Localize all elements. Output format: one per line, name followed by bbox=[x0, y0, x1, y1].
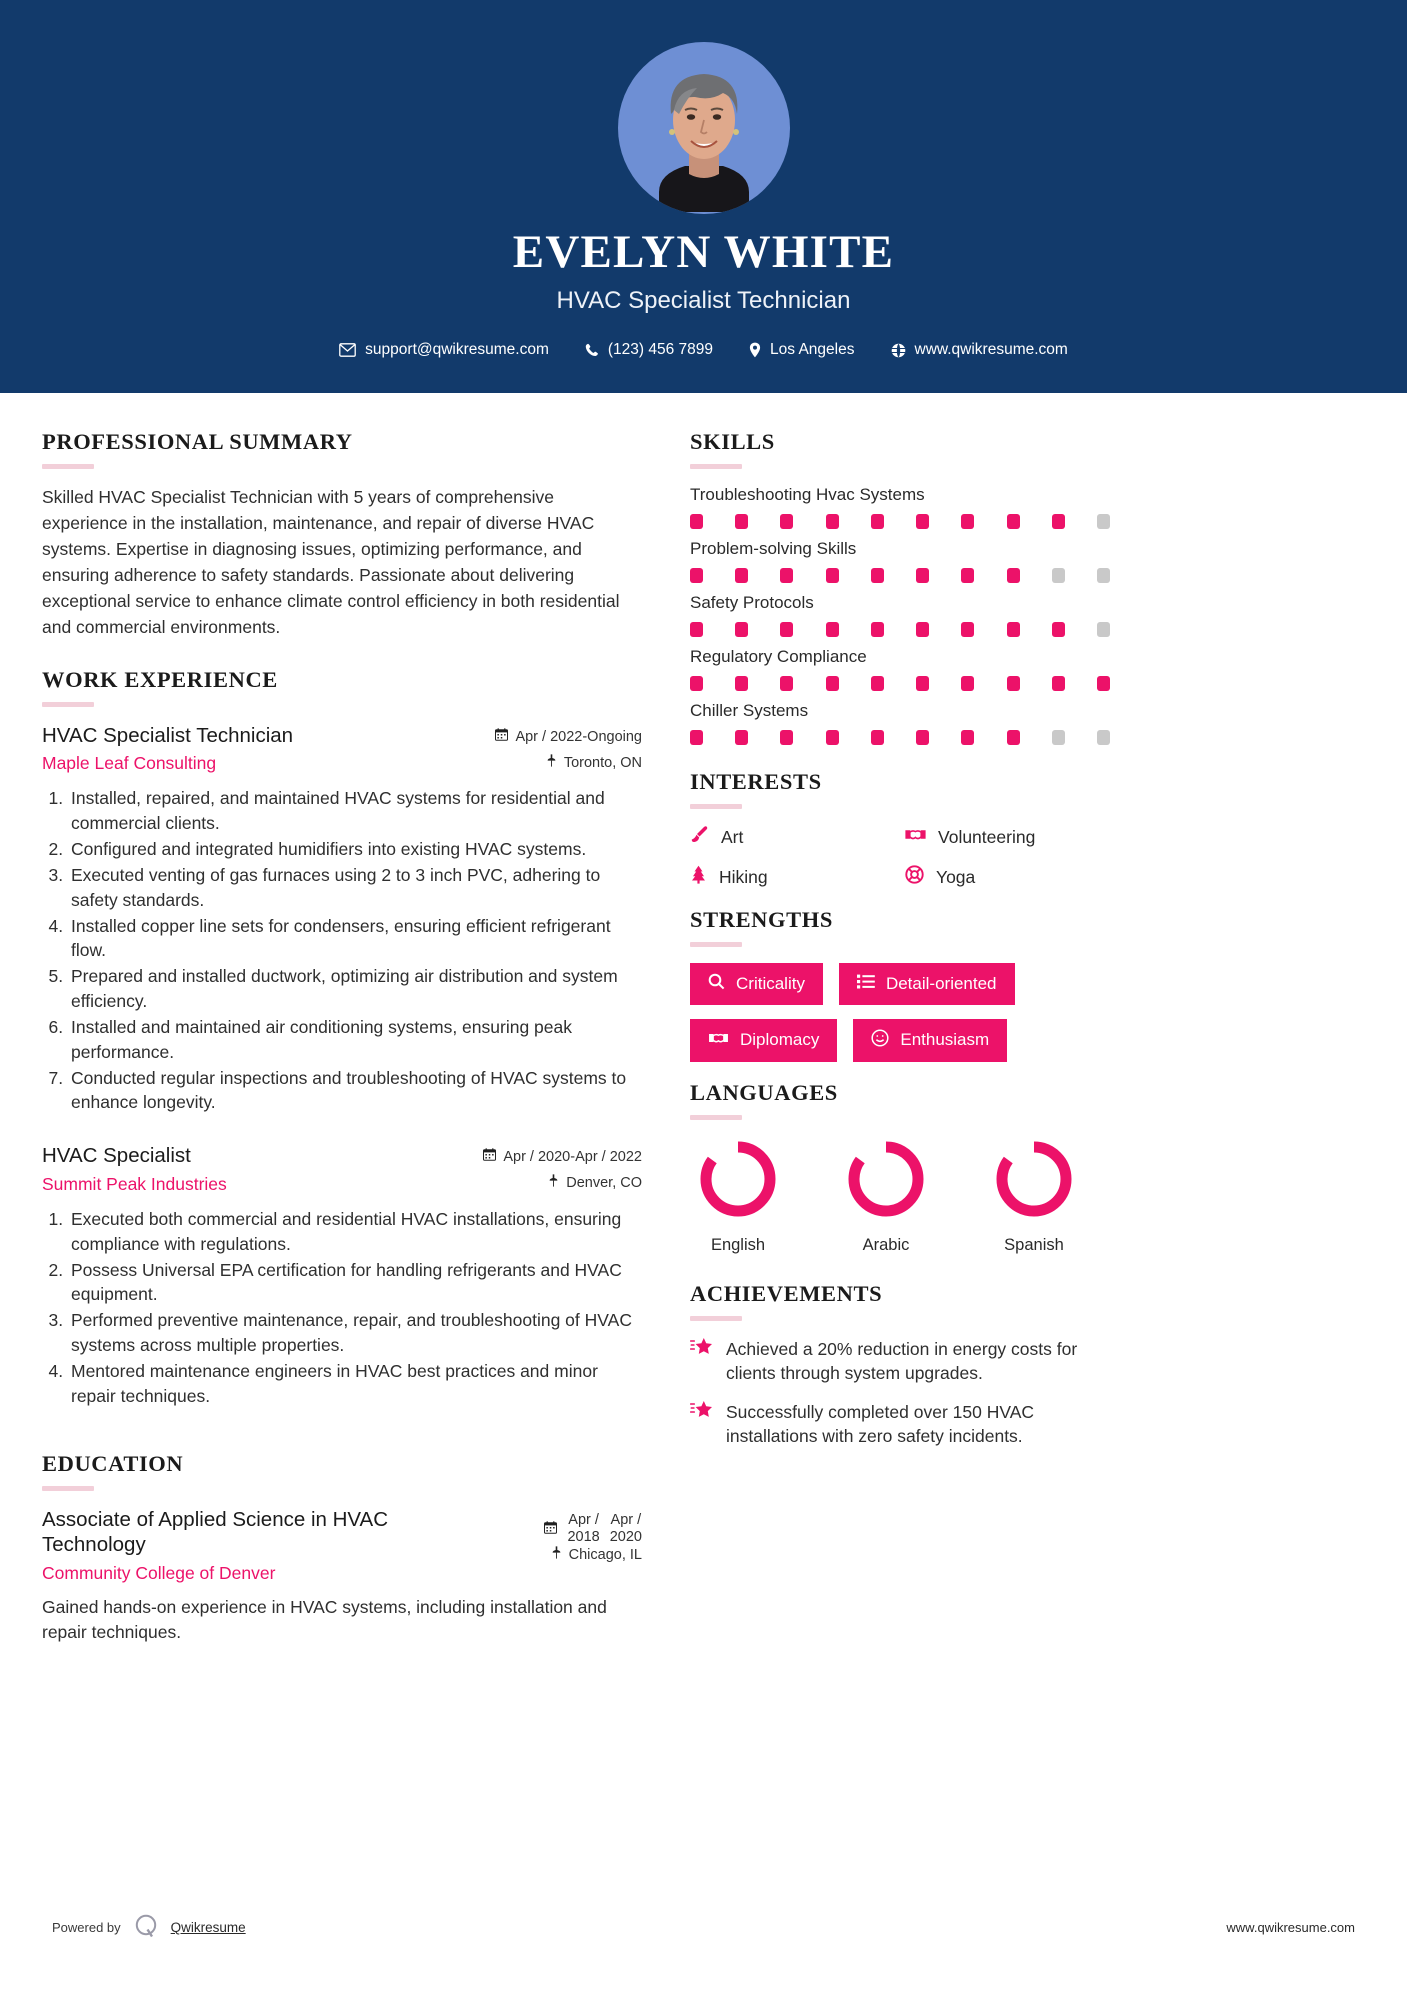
education-degree: Associate of Applied Science in HVAC Technology bbox=[42, 1507, 389, 1557]
handshake-icon bbox=[905, 826, 926, 848]
skill-dot bbox=[735, 730, 748, 745]
language-item bbox=[986, 1136, 1082, 1255]
education-description: Gained hands-on experience in HVAC systems, including installation and repair techniques. bbox=[42, 1596, 607, 1643]
skill-dot bbox=[1007, 730, 1020, 745]
avatar-photo-icon bbox=[645, 52, 763, 212]
strength-label: Criticality bbox=[736, 973, 805, 993]
footer-powered-by bbox=[52, 1913, 246, 1942]
experience-dates bbox=[472, 728, 642, 746]
skill-row bbox=[690, 647, 1110, 691]
skill-dot bbox=[735, 622, 748, 637]
skill-dot bbox=[1052, 730, 1065, 745]
education-entry-main bbox=[42, 1507, 472, 1584]
email-icon bbox=[339, 343, 356, 357]
strength-label: Detail-oriented bbox=[885, 973, 997, 993]
skill-dot bbox=[735, 676, 748, 691]
contact-phone-text: (123) 456 7899 bbox=[607, 341, 714, 359]
skill-rating bbox=[690, 622, 1110, 637]
strength-badge bbox=[690, 1019, 837, 1062]
skill-dot bbox=[826, 730, 839, 745]
section-rule bbox=[690, 804, 742, 809]
map-pin-icon bbox=[548, 1174, 559, 1192]
magnifier-icon bbox=[708, 973, 725, 995]
skill-dot bbox=[1007, 568, 1020, 583]
skill-dot bbox=[780, 568, 793, 583]
section-work-experience bbox=[42, 667, 642, 1409]
skill-dot bbox=[1097, 568, 1110, 583]
language-progress-ring bbox=[695, 1136, 781, 1222]
bullet-item: 3. Executed venting of gas furnaces using 2 to 3 inch PVC, adhering to safety standards. bbox=[68, 863, 642, 913]
skill-dot bbox=[735, 568, 748, 583]
interest-label: Yoga bbox=[936, 866, 976, 887]
education-entry bbox=[42, 1507, 642, 1646]
smiley-icon bbox=[871, 1029, 889, 1052]
education-school: Community College of Denver bbox=[42, 1562, 276, 1583]
skill-dot bbox=[826, 622, 839, 637]
calendar-icon bbox=[483, 1148, 496, 1166]
calendar-icon bbox=[495, 728, 508, 746]
skill-dot bbox=[826, 676, 839, 691]
list-icon bbox=[857, 974, 875, 994]
experience-entry-meta bbox=[472, 1143, 642, 1192]
strength-label: Enthusiasm bbox=[900, 1030, 990, 1050]
skill-dot bbox=[871, 730, 884, 745]
experience-bullets bbox=[42, 1207, 642, 1409]
strength-badge bbox=[839, 963, 1015, 1005]
skill-dot bbox=[961, 730, 974, 745]
achievement-item bbox=[690, 1337, 1110, 1386]
language-label: Arabic bbox=[862, 1235, 910, 1254]
page-title: EVELYN WHITE bbox=[512, 226, 895, 278]
contact-email[interactable] bbox=[321, 341, 567, 359]
qwikresume-logo-icon bbox=[133, 1913, 159, 1942]
experience-entry-main bbox=[42, 1143, 472, 1195]
skill-row bbox=[690, 593, 1110, 637]
skill-dot bbox=[1052, 568, 1065, 583]
education-start-month: Apr / bbox=[568, 1511, 599, 1528]
bullet-item: 4. Installed copper line sets for condensers, ensuring efficient refrigerant flow. bbox=[68, 914, 642, 964]
education-start-date bbox=[567, 1512, 599, 1547]
section-title-interests: INTERESTS bbox=[690, 769, 822, 795]
skill-row bbox=[690, 701, 1110, 745]
contact-location[interactable] bbox=[731, 341, 872, 359]
strength-badge bbox=[690, 963, 823, 1005]
phone-icon bbox=[585, 343, 599, 357]
bullet-item: 7. Conducted regular inspections and troubleshooting of HVAC systems to enhance longevity. bbox=[68, 1066, 642, 1116]
experience-dates-text: Apr / 2022-Ongoing bbox=[515, 728, 642, 745]
language-label: English bbox=[710, 1235, 766, 1254]
skill-dot bbox=[690, 676, 703, 691]
footer-powered-label: Powered by bbox=[52, 1920, 121, 1935]
education-entry-meta bbox=[472, 1507, 642, 1565]
languages-grid bbox=[690, 1136, 1110, 1255]
experience-entry bbox=[42, 1143, 642, 1408]
skill-rating bbox=[690, 676, 1110, 691]
interest-item bbox=[905, 865, 1110, 889]
skill-label: Regulatory Compliance bbox=[690, 647, 867, 667]
page-footer bbox=[0, 1913, 1407, 1942]
resume-body bbox=[0, 393, 1407, 1651]
strength-label: Diplomacy bbox=[740, 1030, 820, 1050]
skill-dot bbox=[780, 730, 793, 745]
section-title-skills: SKILLS bbox=[690, 429, 775, 455]
interest-label: Volunteering bbox=[938, 826, 1036, 847]
strength-badge bbox=[853, 1019, 1007, 1062]
skill-dot bbox=[780, 514, 793, 529]
skill-dot bbox=[916, 676, 929, 691]
experience-entry-head bbox=[42, 723, 642, 775]
skill-dot bbox=[1007, 676, 1020, 691]
skill-rating bbox=[690, 568, 1110, 583]
education-start-year: 2018 bbox=[567, 1529, 600, 1546]
language-label: Spanish bbox=[1004, 1235, 1064, 1254]
experience-entry-meta bbox=[472, 723, 642, 772]
job-title: HVAC Specialist Technician bbox=[556, 287, 851, 315]
skill-dot bbox=[1052, 514, 1065, 529]
skill-dot bbox=[1052, 622, 1065, 637]
skill-dot bbox=[1097, 514, 1110, 529]
education-end-month: Apr / bbox=[610, 1511, 642, 1528]
experience-organization: Maple Leaf Consulting bbox=[42, 753, 217, 774]
section-interests bbox=[690, 769, 1110, 889]
section-title-achievements: ACHIEVEMENTS bbox=[690, 1280, 883, 1306]
interest-item bbox=[905, 825, 1110, 849]
skill-dot bbox=[961, 676, 974, 691]
life-ring-icon bbox=[905, 865, 924, 889]
section-languages bbox=[690, 1080, 1110, 1255]
star-burst-icon bbox=[690, 1400, 713, 1426]
bullet-item: 1. Executed both commercial and residential HVAC installations, ensuring compliance with regulations. bbox=[68, 1207, 642, 1257]
skill-dot bbox=[871, 514, 884, 529]
interest-item bbox=[690, 825, 895, 849]
section-title-summary: PROFESSIONAL SUMMARY bbox=[42, 429, 353, 455]
skill-dot bbox=[690, 622, 703, 637]
summary-text: Skilled HVAC Specialist Technician with 5 years of comprehensive experience in the installation, maintenance, and repair of diverse HVAC systems. Expertise in diagnosing issues, optimizing performance, and ensuring adherence to safety standards. Passionate about delivering exceptional service to enhance climate control efficiency in both residential and commercial environments. bbox=[42, 487, 620, 637]
language-progress-ring bbox=[843, 1136, 929, 1222]
skill-label: Troubleshooting Hvac Systems bbox=[690, 485, 925, 505]
tree-icon bbox=[690, 865, 707, 889]
skill-dot bbox=[690, 730, 703, 745]
skill-dot bbox=[780, 676, 793, 691]
section-title-languages: LANGUAGES bbox=[690, 1079, 838, 1105]
section-title-strengths: STRENGTHS bbox=[690, 907, 833, 933]
section-title-education: EDUCATION bbox=[42, 1450, 184, 1476]
bullet-item: 6. Installed and maintained air conditioning systems, ensuring peak performance. bbox=[68, 1015, 642, 1065]
section-skills bbox=[690, 429, 1110, 745]
bullet-item: 3. Performed preventive maintenance, repair, and troubleshooting of HVAC systems across multiple properties. bbox=[68, 1308, 642, 1358]
language-item bbox=[838, 1136, 934, 1255]
language-item bbox=[690, 1136, 786, 1255]
map-pin-icon bbox=[551, 1546, 562, 1564]
skill-row bbox=[690, 485, 1110, 529]
contact-phone[interactable] bbox=[567, 341, 731, 359]
globe-icon bbox=[891, 343, 906, 358]
achievement-item bbox=[690, 1400, 1110, 1449]
skill-dot bbox=[916, 514, 929, 529]
skill-label: Chiller Systems bbox=[690, 701, 809, 721]
skill-dot bbox=[961, 514, 974, 529]
education-location bbox=[472, 1546, 642, 1564]
section-strengths bbox=[690, 907, 1110, 1061]
section-education bbox=[42, 1451, 642, 1646]
experience-entry bbox=[42, 723, 642, 1116]
skill-dot bbox=[826, 568, 839, 583]
experience-organization: Summit Peak Industries bbox=[42, 1173, 227, 1194]
interest-item bbox=[690, 865, 895, 889]
skill-dot bbox=[1097, 730, 1110, 745]
skill-dot bbox=[916, 568, 929, 583]
interest-label: Hiking bbox=[719, 866, 768, 887]
skill-dot bbox=[1007, 622, 1020, 637]
skill-dot bbox=[871, 568, 884, 583]
skill-label: Safety Protocols bbox=[690, 593, 814, 613]
section-rule bbox=[42, 702, 94, 707]
experience-location bbox=[472, 754, 642, 772]
location-pin-icon bbox=[749, 342, 761, 358]
bullet-item: 5. Prepared and installed ductwork, optimizing air distribution and system efficiency. bbox=[68, 964, 642, 1014]
contact-website[interactable] bbox=[873, 341, 1086, 359]
map-pin-icon bbox=[546, 754, 557, 772]
contact-email-text: support@qwikresume.com bbox=[365, 341, 549, 359]
achievement-text: Successfully completed over 150 HVAC installations with zero safety incidents. bbox=[726, 1401, 1035, 1447]
skill-dot bbox=[961, 568, 974, 583]
paint-brush-icon bbox=[690, 825, 709, 849]
section-rule bbox=[42, 1486, 94, 1491]
education-entry-head bbox=[42, 1507, 642, 1584]
interest-label: Art bbox=[721, 826, 744, 847]
skill-dot bbox=[871, 622, 884, 637]
skill-dot bbox=[1097, 622, 1110, 637]
right-column bbox=[690, 429, 1110, 1462]
experience-role: HVAC Specialist Technician bbox=[42, 723, 294, 747]
avatar bbox=[618, 42, 790, 214]
bullet-item: 2. Configured and integrated humidifiers into existing HVAC systems. bbox=[68, 837, 642, 862]
experience-entry-head bbox=[42, 1143, 642, 1195]
section-title-work-experience: WORK EXPERIENCE bbox=[42, 666, 278, 692]
skill-dot bbox=[690, 568, 703, 583]
education-location-text: Chicago, IL bbox=[568, 1547, 642, 1564]
footer-url: www.qwikresume.com bbox=[1226, 1920, 1355, 1935]
bullet-item: 1. Installed, repaired, and maintained HVAC systems for residential and commercial clients. bbox=[68, 786, 642, 836]
contact-website-text: www.qwikresume.com bbox=[914, 341, 1068, 359]
handshake-icon bbox=[708, 1030, 729, 1051]
section-rule bbox=[690, 942, 742, 947]
education-end-date bbox=[610, 1512, 642, 1547]
skill-row bbox=[690, 539, 1110, 583]
achievement-text: Achieved a 20% reduction in energy costs for clients through system upgrades. bbox=[726, 1338, 1078, 1384]
language-progress-ring bbox=[991, 1136, 1077, 1222]
experience-bullets bbox=[42, 786, 642, 1115]
calendar-icon bbox=[544, 1521, 557, 1538]
section-professional-summary bbox=[42, 429, 642, 640]
skill-rating bbox=[690, 730, 1110, 745]
skill-dot bbox=[1097, 676, 1110, 691]
education-end-year: 2020 bbox=[609, 1529, 642, 1546]
bullet-item: 2. Possess Universal EPA certification for handling refrigerants and HVAC equipment. bbox=[68, 1258, 642, 1308]
section-rule bbox=[690, 464, 742, 469]
skill-dot bbox=[1007, 514, 1020, 529]
interests-grid bbox=[690, 825, 1110, 889]
footer-brand-link[interactable]: Qwikresume bbox=[170, 1920, 246, 1935]
experience-dates-text: Apr / 2020-Apr / 2022 bbox=[503, 1149, 642, 1166]
experience-location-text: Denver, CO bbox=[566, 1175, 642, 1192]
skill-dot bbox=[916, 622, 929, 637]
star-burst-icon bbox=[690, 1337, 713, 1363]
skill-dot bbox=[961, 622, 974, 637]
experience-entry-main bbox=[42, 723, 472, 775]
left-column bbox=[42, 429, 642, 1651]
skill-dot bbox=[826, 514, 839, 529]
skill-dot bbox=[871, 676, 884, 691]
skill-dot bbox=[690, 514, 703, 529]
section-rule bbox=[42, 464, 94, 469]
experience-role: HVAC Specialist bbox=[42, 1144, 191, 1168]
skill-dot bbox=[1052, 676, 1065, 691]
education-dates bbox=[472, 1512, 642, 1547]
contact-location-text: Los Angeles bbox=[770, 341, 855, 359]
skill-dot bbox=[735, 514, 748, 529]
section-rule bbox=[690, 1316, 742, 1321]
experience-location bbox=[472, 1174, 642, 1192]
resume-header bbox=[0, 0, 1407, 393]
strengths-list bbox=[690, 963, 1110, 1061]
skill-label: Problem-solving Skills bbox=[690, 539, 857, 559]
section-achievements bbox=[690, 1281, 1110, 1449]
experience-dates bbox=[472, 1148, 642, 1166]
bullet-item: 4. Mentored maintenance engineers in HVAC best practices and minor repair techniques. bbox=[68, 1359, 642, 1409]
skill-dot bbox=[916, 730, 929, 745]
skill-rating bbox=[690, 514, 1110, 529]
contact-row bbox=[0, 341, 1407, 359]
experience-location-text: Toronto, ON bbox=[563, 754, 642, 771]
section-rule bbox=[690, 1115, 742, 1120]
skill-dot bbox=[780, 622, 793, 637]
